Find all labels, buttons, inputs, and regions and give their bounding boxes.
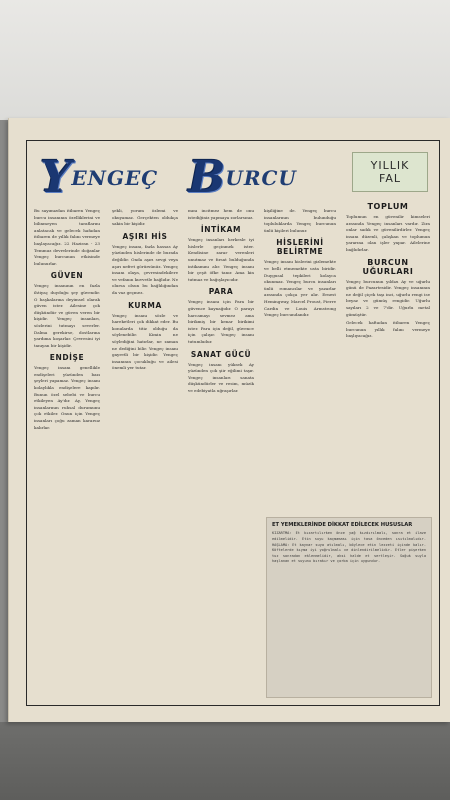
heading-toplum: TOPLUM <box>367 202 409 211</box>
title-initial-2: B <box>188 152 226 203</box>
heading-burcun-ugurlari: BURCUN UĞURLARI <box>362 257 414 276</box>
title-initial-1: Y <box>40 152 72 203</box>
column-1-intro: Bu sayımızdan itibaren Yengeç burcu insanının özelliklerini ve bilinmeyen taraflarını anlatacak ve gelecek hafadan itibaren de yıllık falını vermeye başlayacağız. 22 Haziran - 23 Temmuz devrelerinde doğanlar Yengeç burcunun etkisinde bulunurlar. <box>34 208 100 266</box>
column-1 <box>34 208 100 433</box>
heading-kurma: KURMA <box>128 300 162 310</box>
table-surface <box>0 722 450 800</box>
text-kurma: Yengeç insanı sözle ve hareketleri çok dikkat eder. Bu konularda titiz olduğu da söylenebilir. Kimin ne söylediğini hatırlar, ne zaman ne dediğini bilir. Yengeç insanı gayretli bir kişidir. Yengeç insanının çocukluğu ve ailesi önemli yer tutar. <box>112 312 178 371</box>
badge-line-2: FAL <box>379 172 401 185</box>
text-guven: Yengeç insanının en fazla ihtiyaç duyduğu şey güvendir. O başkalarına deyimsel olarak güven ister. Ailesine çok düşkündür ve güven veren bir kişidir. Yengeç insanları, sözlerini tutmayı severler. Dalma gerekirse, dostlarına yardıma koşarlar. Çevresini iyi tanıyan bir kişidir. <box>34 283 100 348</box>
badge-line-1: YILLIK <box>370 159 410 172</box>
text-toplum: Toplumun en güvenilir kimseleri arasında Yengeç insanları vardır. Zira onlar sadık ve güvenilirdirler. Yengeç insanı düzenli, çalışkan ve toplumun yararına olan işler yapar. Ailelerine bağlıdırlar. <box>346 214 430 252</box>
text-sanat-gucu: Yengeç insanı yüksek Ay yüzünden çok şiir eğilimi taşır. Yengeç insanları sanata düşkündürler ve resim, müzik ve edebiyatla uğraşırlar. <box>188 361 254 393</box>
column-5 <box>346 198 430 342</box>
title-word-2: URCU <box>225 166 297 190</box>
heading-asiri-his: AŞIRI HİS <box>122 231 168 241</box>
text-asiri-his: Yengeç insanı, fazla hassas Ay yüzünden hislerinde de burada değildir. Onda aşırı sevgi veya aşırı nefret görürsünüz. Yengeç insanı olaya, çevresindekilere ve vefanın kuvvetle bağlıdır. Ne olursa olsun bu bağlılığından da vaz geçmez. <box>112 243 178 295</box>
article-title <box>40 152 330 204</box>
column-2 <box>112 208 178 374</box>
title-word-1: ENGEÇ <box>71 166 159 190</box>
heading-guven: GÜVEN <box>50 271 84 281</box>
heading-para: PARA <box>208 287 234 297</box>
background-surface <box>0 0 450 120</box>
text-para: Yengeç insanı için Para bir güvence kaynağıdır. O parayı harcamayı sevmez ama birikmiş bir kenar birikimi ister. Para için değil, güvence için çalışır. Yengeç insanı tutumludur. <box>188 299 254 344</box>
column-4-intro: kişiliğine de. Yengeç burcu insanlarının bulunduğu topluluklarda Yengeç burcunun ünlü kişileri bulunur. <box>264 208 336 233</box>
column-3-intro: mını incitmez hem de onu istediğiniz yapmaya zorlarsınız. <box>188 208 254 220</box>
column-2-intro: şekli, yorum özlemi ve okuyamaz. Gerçekten oldukça sakin bir kişidir. <box>112 208 178 227</box>
text-endise: Yengeç insanı genellikle endişeleri yüzünden bazı şeyleri yapamaz. Yengeç insanı kolaylıkla endişelere kapılır. Bunun özel sebebi ve burcu etkileyen Ay'dır. Ay, Yengeç insanlarının ruhsal durumunu çok etkiler. Onun için Yengeç insanları çoğu zaman kararsız kalırlar. <box>34 365 100 430</box>
cooking-tips-box <box>266 517 432 698</box>
heading-endise: ENDİŞE <box>49 353 85 363</box>
heading-sanat-gucu: SANAT GÜCÜ <box>190 349 252 359</box>
heading-intikam: İNTİKAM <box>200 225 242 235</box>
text-gelecek-hafta: Gelecek haftadan itibaren Yengeç burcunun yıllık falını vermeye başlıyacağız. <box>346 320 430 339</box>
text-intikam: Yengeç insanları herkesle iyi hislerle geçinmek ister. Kendisine zarar verenleri unutmaz ve fırsat bulduğunda intikamını alır. Yengeç insanı bir çeşit öfke tanır. Ama kin tutmaz ve bağışlayıcıdır. <box>188 237 254 282</box>
column-3 <box>188 208 254 396</box>
cooking-tips-title: ET YEMEKLERİNDE DİKKAT EDİLECEK HUSUSLAR <box>272 522 413 528</box>
column-4 <box>264 208 336 321</box>
yearly-horoscope-badge <box>352 152 428 192</box>
text-hislerini-belirtme: Yengeç insanı hislerini gizlemekte ve belli etmemekte usta biridir. Duygusal tepkileri kolayca okunmaz. Yengeç burcu insanları ünlü romancılar ve yazarlar arasında çokça yer alır. Ernest Hemingway, Marcel Proust, Pierre Cardin ve Louis Armstrong Yengeç burcundandır. <box>264 259 336 318</box>
text-burcun-ugurlari: Yengeç burcunun yıldızı Ay ve uğurlu günü de Pazartesidir. Yengeç insanının ne değil çiçek taşı inci, uğurlu rengi ise beyaz ve gümüş rengidir. Uğurlu sayıları 2 ve 7'dir. Uğurlu metal gümüştür. <box>346 278 430 317</box>
cooking-tips-body: KIZARTMA: Et kızartılırken önce yağ kızdırılmalı, sonra et ilave edilmelidir. Etin suyu kaçmaması için tava önceden ısıtılmalıdır. HAŞLAMA: Et kaynar suya atılmalı, böylece etin lezzeti içinde kalır. Köftelerde kıyma iyi yoğrulmalı ve dinlendirilmelidir. Etler pişerken tuz sonradan eklenmelidir, aksi halde et sertleşir. Soğuk suyla haşlanan et suyunu bırakır ve çorba için uygundur. <box>272 531 426 564</box>
heading-hislerini-belirtme: HİSLERİNİ BELİRTME <box>276 238 324 257</box>
